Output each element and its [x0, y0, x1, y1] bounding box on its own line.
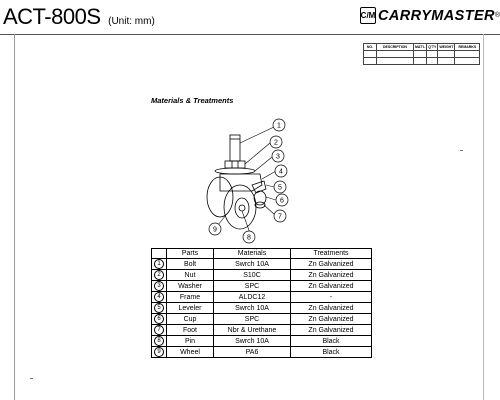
- part-treatment: -: [291, 292, 372, 303]
- part-number: [152, 336, 167, 347]
- brand-name: CARRYMASTER: [378, 7, 495, 24]
- caster-outline: [207, 135, 266, 229]
- model-name: ACT-800S: [3, 4, 101, 29]
- svg-text:6: 6: [280, 197, 284, 205]
- caster-exploded-drawing: [190, 115, 300, 245]
- number-circle-icon: 4: [154, 292, 164, 302]
- parts-table-body: [152, 259, 372, 358]
- number-circle-icon: 3: [154, 281, 164, 291]
- parts-row: [152, 270, 372, 281]
- svg-text:3: 3: [276, 153, 280, 161]
- registered-mark: ®: [494, 12, 500, 19]
- part-treatment: Zn Galvanized: [291, 281, 372, 292]
- part-material: Swrch 10A: [214, 259, 291, 270]
- part-material: Nbr & Urethane: [214, 325, 291, 336]
- rev-col-weight: WEIGHT: [439, 45, 454, 49]
- callout-circles: [209, 119, 288, 243]
- part-name: Leveler: [167, 303, 214, 314]
- part-name: Cup: [167, 314, 214, 325]
- col-treatments: Treatments: [291, 249, 372, 259]
- frame-border-top: [0, 34, 500, 35]
- callout-7: [274, 210, 286, 222]
- section-title: Materials & Treatments: [151, 96, 234, 105]
- revision-table: [363, 43, 480, 65]
- part-treatment: Zn Galvanized: [291, 314, 372, 325]
- part-number: [152, 259, 167, 270]
- rev-col-qty: Q'TY: [428, 45, 437, 49]
- number-circle-icon: 6: [154, 314, 164, 324]
- number-circle-icon: 2: [154, 270, 164, 280]
- part-material: Swrch 10A: [214, 303, 291, 314]
- part-material: ALDC12: [214, 292, 291, 303]
- part-name: Bolt: [167, 259, 214, 270]
- washer-shape: [215, 168, 255, 174]
- part-name: Washer: [167, 281, 214, 292]
- parts-row: [152, 347, 372, 358]
- parts-row: [152, 259, 372, 270]
- part-material: Swrch 10A: [214, 336, 291, 347]
- frame-border-left: [14, 34, 15, 400]
- part-number: [152, 303, 167, 314]
- col-materials: Materials: [214, 249, 291, 259]
- parts-row: [152, 314, 372, 325]
- frame-shape: [220, 174, 262, 191]
- svg-text:4: 4: [279, 168, 283, 176]
- part-treatment: Black: [291, 347, 372, 358]
- parts-row: [152, 325, 372, 336]
- parts-row: [152, 303, 372, 314]
- revision-row: [364, 51, 480, 58]
- part-number: [152, 347, 167, 358]
- part-material: SPC: [214, 314, 291, 325]
- callout-3: [272, 150, 284, 162]
- nut-shape: [225, 161, 245, 168]
- part-name: Pin: [167, 336, 214, 347]
- callout-5: [274, 181, 286, 193]
- parts-row: [152, 336, 372, 347]
- revision-header-row: [364, 44, 480, 51]
- svg-text:9: 9: [213, 226, 217, 234]
- number-circle-icon: 7: [154, 325, 164, 335]
- part-treatment: Black: [291, 336, 372, 347]
- part-name: Foot: [167, 325, 214, 336]
- parts-row: [152, 292, 372, 303]
- wheel-shape: [224, 185, 256, 229]
- col-parts: Parts: [167, 249, 214, 259]
- callout-9: [209, 223, 221, 235]
- part-number: [152, 292, 167, 303]
- col-number: [152, 249, 167, 259]
- number-circle-icon: 5: [154, 303, 164, 313]
- part-number: [152, 270, 167, 281]
- part-treatment: Zn Galvanized: [291, 259, 372, 270]
- logo-mark-icon: C/M: [360, 7, 376, 24]
- part-number: [152, 325, 167, 336]
- callout-6: [276, 194, 288, 206]
- part-name: Nut: [167, 270, 214, 281]
- svg-text:5: 5: [278, 184, 282, 192]
- unit-label: (Unit: mm): [108, 16, 155, 27]
- frame-tick: [460, 150, 463, 151]
- callout-4: [275, 165, 287, 177]
- number-circle-icon: 8: [154, 336, 164, 346]
- part-number: [152, 314, 167, 325]
- part-treatment: Zn Galvanized: [291, 270, 372, 281]
- svg-text:2: 2: [274, 139, 278, 147]
- rev-col-remarks: REMARKS: [455, 44, 480, 51]
- parts-table: [151, 248, 372, 358]
- part-treatment: Zn Galvanized: [291, 325, 372, 336]
- revision-row: [364, 58, 480, 65]
- part-number: [152, 281, 167, 292]
- svg-text:1: 1: [277, 122, 281, 130]
- svg-text:7: 7: [278, 213, 282, 221]
- drawing-title: [3, 4, 155, 30]
- parts-header-row: [152, 249, 372, 259]
- number-circle-icon: 9: [154, 347, 164, 357]
- rev-col-no: NO.: [364, 44, 377, 51]
- callout-1: [273, 119, 285, 131]
- pin-shape: [239, 205, 245, 211]
- callout-8: [243, 231, 255, 243]
- part-material: SPC: [214, 281, 291, 292]
- number-circle-icon: 1: [154, 259, 164, 269]
- callout-2: [270, 136, 282, 148]
- part-material: PA6: [214, 347, 291, 358]
- part-name: Frame: [167, 292, 214, 303]
- part-treatment: Zn Galvanized: [291, 303, 372, 314]
- frame-tick: [30, 378, 33, 379]
- rev-col-description: DESCRIPTION: [377, 44, 414, 51]
- brand-logo: [360, 7, 500, 24]
- part-material: S10C: [214, 270, 291, 281]
- svg-text:8: 8: [247, 234, 251, 242]
- part-name: Wheel: [167, 347, 214, 358]
- rev-col-material: MAT'L: [415, 45, 426, 49]
- parts-row: [152, 281, 372, 292]
- frame-border-right: [483, 34, 484, 400]
